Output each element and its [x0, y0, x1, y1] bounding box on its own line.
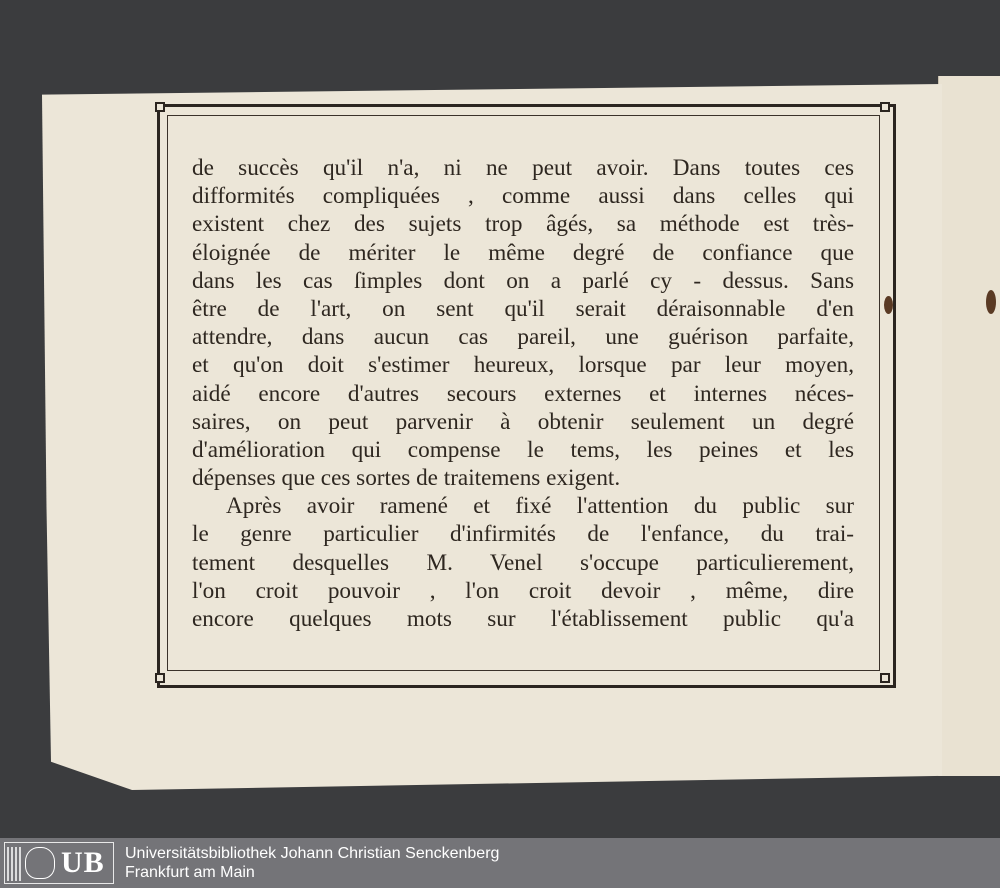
- text-line: le genre particulier d'infirmités de l'enfance, du trai-: [192, 521, 854, 548]
- text-line: l'on croit pouvoir , l'on croit devoir , même, dire: [192, 577, 854, 604]
- text-line: tement desquelles M. Venel s'occupe particulierement,: [192, 549, 854, 576]
- text-line: de succès qu'il n'a, ni ne peut avoir. Dans toutes ces: [192, 155, 854, 181]
- portrait-head-icon: [25, 847, 55, 879]
- facing-page: [938, 76, 1000, 776]
- text-line: existent chez des sujets trop âgés, sa méthode est très-: [192, 211, 854, 238]
- text-line: d'amélioration qui compense le tems, les peines et les: [192, 436, 854, 463]
- border-corner-ornament: [880, 673, 890, 683]
- library-logo[interactable]: [4, 842, 114, 884]
- text-line: attendre, dans aucun cas pareil, une guérison parfaite,: [192, 324, 854, 351]
- text-line: aidé encore d'autres secours externes et internes néces-: [192, 380, 854, 407]
- border-corner-ornament: [155, 102, 165, 112]
- text-line: difformités compliquées , comme aussi dans celles qui: [192, 183, 854, 210]
- printed-text-block: [192, 154, 854, 633]
- open-book-lines-icon: [6, 843, 24, 883]
- text-line: dans les cas ſimples dont on a parlé cy - dessus. Sans: [192, 267, 854, 294]
- text-line: et qu'on doit s'estimer heureux, lorsque par leur moyen,: [192, 352, 854, 379]
- text-line: saires, on peut parvenir à obtenir seulement un degré: [192, 408, 854, 435]
- text-line: être de l'art, on sent qu'il serait déraisonnable d'en: [192, 295, 854, 322]
- logo-lettering: UB: [61, 846, 105, 879]
- text-line: encore quelques mots sur l'établissement public qu'a: [192, 606, 854, 632]
- institution-city: Frankfurt am Main: [125, 864, 255, 881]
- paragraph-start-line: Après avoir ramené et fixé l'attention du public sur: [226, 493, 854, 520]
- text-line: éloignée de mériter le même degré de confiance que: [192, 239, 854, 266]
- institution-name: Universitätsbibliothek Johann Christian Senckenberg: [125, 845, 500, 862]
- foxing-stain: [986, 290, 996, 314]
- border-corner-ornament: [155, 673, 165, 683]
- border-corner-ornament: [880, 102, 890, 112]
- text-line: dépenses que ces sortes de traitemens exigent.: [192, 465, 621, 492]
